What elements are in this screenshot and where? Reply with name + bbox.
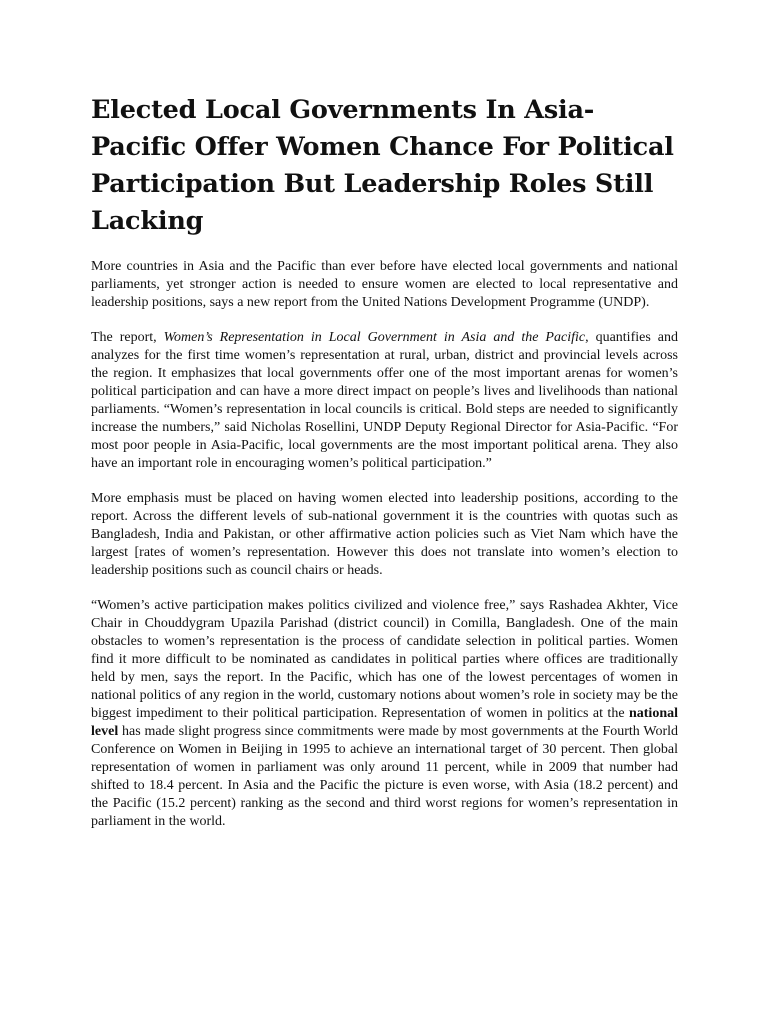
report-title: Women’s Representation in Local Government in Asia and the Pacific xyxy=(163,330,586,345)
paragraph-leadership-text: More emphasis must be placed on having women elected into leadership positions, according to the report. Across the different levels of sub-national government it is the countries with quotas such as Bangladesh, India and Pakistan, or other affirmative action policies such as Viet Nam which have the largest [rates of women’s representation. However this does not translate into women’s election to leadership positions such as council chairs or heads. xyxy=(91,491,678,578)
paragraph-intro-text: More countries in Asia and the Pacific than ever before have elected local governments and national parliaments, yet stronger action is needed to ensure women are elected to local representative and leadership positions, says a new report from the United Nations Development Programme (UNDP). xyxy=(91,259,678,310)
paragraph-leadership xyxy=(91,490,678,580)
paragraph-report xyxy=(91,329,678,473)
paragraph-report-lead: The report, xyxy=(91,330,164,345)
paragraph-participation xyxy=(91,597,678,831)
paragraph-report-rest: , quantifies and analyzes for the first time women’s representation at rural, urban, district and provincial levels across the region. It emphasizes that local governments offer one of the most important arenas for women’s political participation and can have a more direct impact on people’s lives and livelihoods than national parliaments. “Women’s representation in local councils is critical. Bold steps are needed to significantly increase the numbers,” said Nicholas Rosellini, UNDP Deputy Regional Director for Asia-Pacific. “For most poor people in Asia-Pacific, local governments are the most important political arena. They also have an important role in encouraging women’s political participation.” xyxy=(91,330,678,471)
national-level-bold: national level xyxy=(91,706,678,739)
paragraph-participation-lead: “Women’s active participation makes politics civilized and violence free,” says Rashadea Akhter, Vice Chair in Chouddygram Upazila Parishad (district council) in Comilla, Bangladesh. One of the main obstacles to women’s representation is the process of candidate selection in political parties. Women find it more difficult to be nominated as candidates in political parties where offices are traditionally held by men, says the report. In the Pacific, which has one of the lowest percentages of women in national politics of any region in the world, customary notions about women’s role in society may be the biggest impediment to their political participation. Representation of women in politics at the xyxy=(91,598,678,721)
paragraph-participation-rest: has made slight progress since commitments were made by most governments at the Fourth World Conference on Women in Beijing in 1995 to achieve an international target of 30 percent. Then global representation of women in parliament was only around 11 percent, while in 2009 that number had shifted to 18.4 percent. In Asia and the Pacific the picture is even worse, with Asia (18.2 percent) and the Pacific (15.2 percent) ranking as the second and third worst regions for women’s representation in parliament in the world. xyxy=(91,724,678,829)
paragraph-intro xyxy=(91,258,678,312)
article-title: Elected Local Governments In Asia-Pacific Offer Women Chance For Political Participation But Leadership Roles Still Lacking xyxy=(91,95,674,236)
